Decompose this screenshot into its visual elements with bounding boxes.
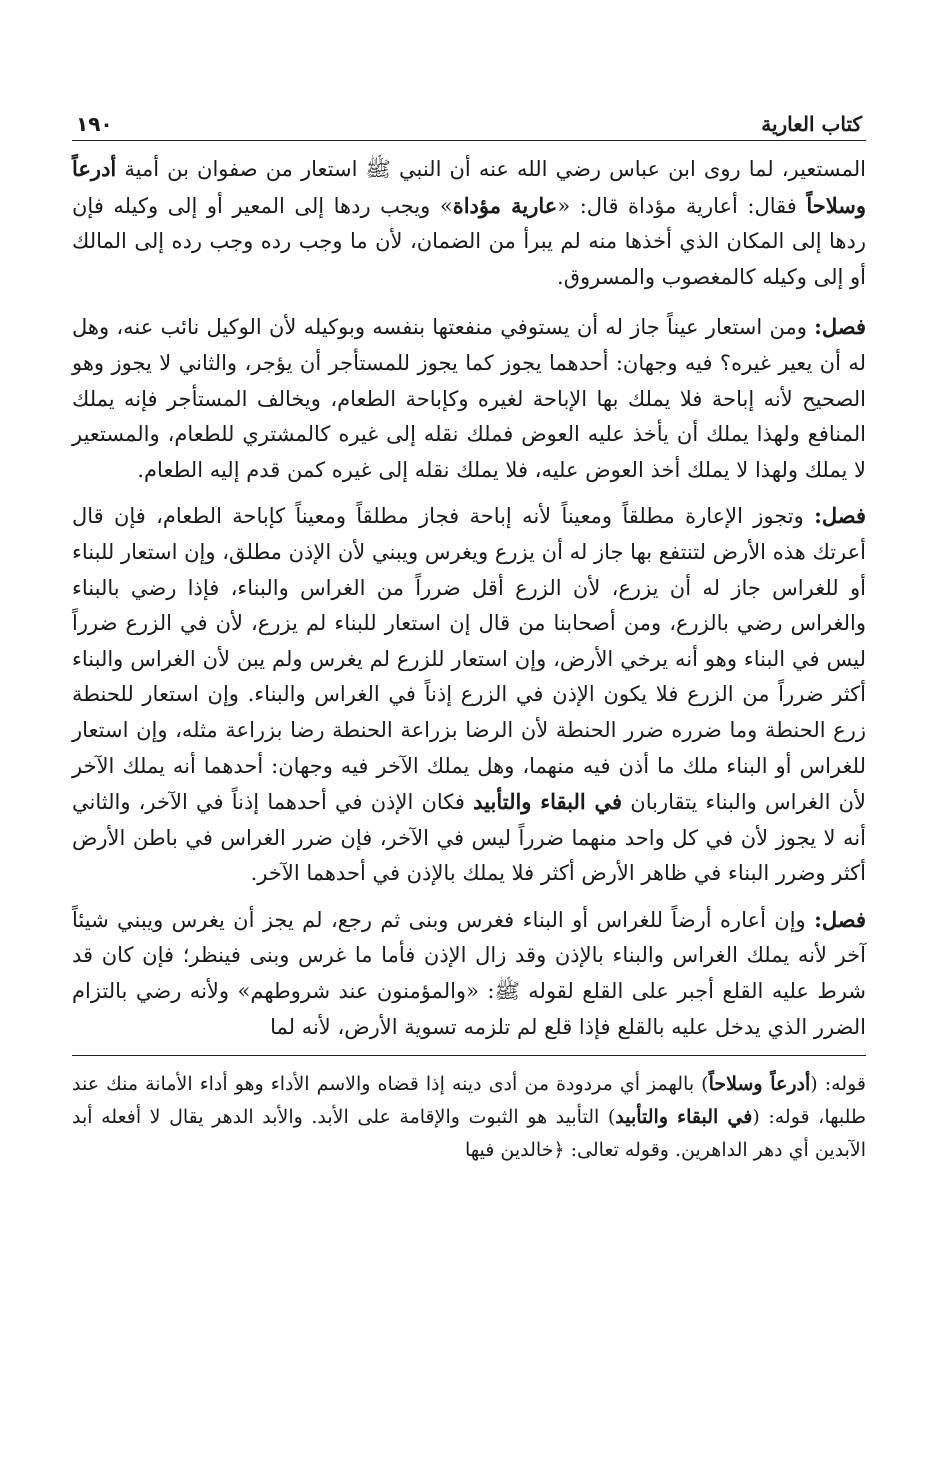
paragraph-3-text-b: فكان الإذن في أحدهما إذناً في الآخر، والثاني أنه لا يجوز لأن في كل واحد منهما ضرراً ليس في الآخر، فإن ضرر الغراس في باطن الأرض أكثر وضرر البناء في ظاهر الأرض أكثر فلا يملك بالإذن في أحدهما الآخر. (72, 790, 866, 886)
paragraph-3 (72, 498, 866, 892)
footnote-rule (72, 1055, 866, 1056)
paragraph-1 (72, 151, 866, 295)
main-text (72, 151, 866, 1045)
chapter-title: كتاب العارية (761, 112, 862, 136)
paragraph-1-bold-a: أدرعاً وسلاحاً (72, 156, 866, 218)
paragraph-1-text-b: فقال: أعارية مؤداة قال: « (557, 193, 807, 218)
page-number: ١٩٠ (76, 112, 113, 136)
paragraph-4 (72, 902, 866, 1045)
section-heading: فصل: (814, 906, 866, 932)
footnote-1-text-c: ) التأبيد هو الثبوت والإقامة على الأبد. والأبد الدهر يقال لا أفعله أبد الآبدين أي دهر الداهرين. وقوله تعالى: ﴿خالدين فيها (72, 1106, 866, 1162)
page (72, 96, 866, 1167)
section-heading: فصل: (814, 314, 866, 340)
section-heading: فصل: (814, 503, 866, 529)
footnotes (72, 1068, 866, 1167)
footnote-1-bold-b: في البقاء والتأبيد (615, 1106, 753, 1129)
header-rule (72, 140, 866, 141)
page-header (72, 96, 866, 140)
paragraph-1-text-c: » ويجب ردها إلى المعير أو إلى وكيله فإن ردها إلى المكان الذي أخذها منه لم يبرأ من الضمان، لأن ما وجب رده وجب رده إلى المالك أو إلى وكيله كالمغصوب والمسروق. (72, 193, 866, 289)
footnote-1-bold-a: أدرعاً وسلاحاً (708, 1073, 811, 1096)
footnote-1 (72, 1068, 866, 1167)
paragraph-2 (72, 309, 866, 488)
paragraph-2-text: ومن استعار عيناً جاز له أن يستوفي منفعتها بنفسه وبوكيله لأن الوكيل نائب عنه، وهل له أن يعير غيره؟ فيه وجهان: أحدهما يجوز كما يجوز للمستأجر أن يؤجر، والثاني لا يجوز وهو الصحيح لأنه إباحة فلا يملك بها الإباحة لغيره وكإباحة الطعام، ويخالف المستأجر فإنه يملك المنافع ولهذا يملك أن يأخذ عليه العوض فملك نقله إلى غيره كالمشتري للطعام، والمستعير لا يملك ولهذا لا يملك أخذ العوض عليه، فلا يملك نقله إلى غيره كمن قدم إليه الطعام. (72, 315, 866, 482)
footnote-1-text-a: قوله: ( (810, 1073, 866, 1096)
paragraph-4-text: وإن أعاره أرضاً للغراس أو البناء فغرس وبنى ثم رجع، لم يجز أن يغرس ويبني شيئاً آخر لأنه يملك الغراس والبناء بالإذن وقد زال الإذن فأما ما غرس وبنى فينظر؛ فإن كان قد شرط عليه القلع أجبر على القلع لقوله ﷺ: «والمؤمنون عند شروطهم» ولأنه رضي بالتزام الضرر الذي يدخل عليه بالقلع فإذا قلع لم تلزمه تسوية الأرض، لأنه لما (72, 907, 866, 1039)
footnote-1-text-b: ) بالهمز أي مردودة من أدى دينه إذا قضاه والاسم الأداء وهو أداء الأمانة منك عند طلبها، قوله: ( (72, 1073, 867, 1129)
paragraph-3-text-a: وتجوز الإعارة مطلقاً ومعيناً لأنه إباحة فجاز مطلقاً ومعيناً كإباحة الطعام، فإن قال أعرتك هذه الأرض لتنتفع بها جاز له أن يزرع ويغرس ويبني لأن الإذن مطلق، وإن استعار للبناء أو للغراس جاز له أن يزرع، لأن الزرع أقل ضرراً من الغراس والبناء، فإذا رضي بالبناء والغراس رضي بالزرع، ومن أصحابنا من قال إن استعار للبناء لم يزرع، لأن في الزرع ضرراً ليس في البناء وهو أنه يرخي الأرض، وإن استعار للزرع لم يغرس ولم يبن لأن الغراس والبناء أكثر ضرراً من الزرع فلا يكون الإذن في الزرع إذناً في الغراس والبناء. وإن استعار للحنطة زرع الحنطة وما ضرره ضرر الحنطة لأن الرضا بزراعة الحنطة رضا بزراعة مثله، وإن استعار للغراس أو البناء ملك ما أذن فيه منهما، وهل يملك الآخر فيه وجهان: أحدهما أنه يملك الآخر لأن الغراس والبناء يتقاربان (72, 504, 866, 815)
paragraph-1-text-a: المستعير، لما روى ابن عباس رضي الله عنه أن النبي ﷺ استعار من صفوان بن أمية (116, 157, 866, 181)
paragraph-1-bold-b: عارية مؤداة (452, 192, 558, 218)
paragraph-3-bold: في البقاء والتأبيد (473, 789, 623, 815)
